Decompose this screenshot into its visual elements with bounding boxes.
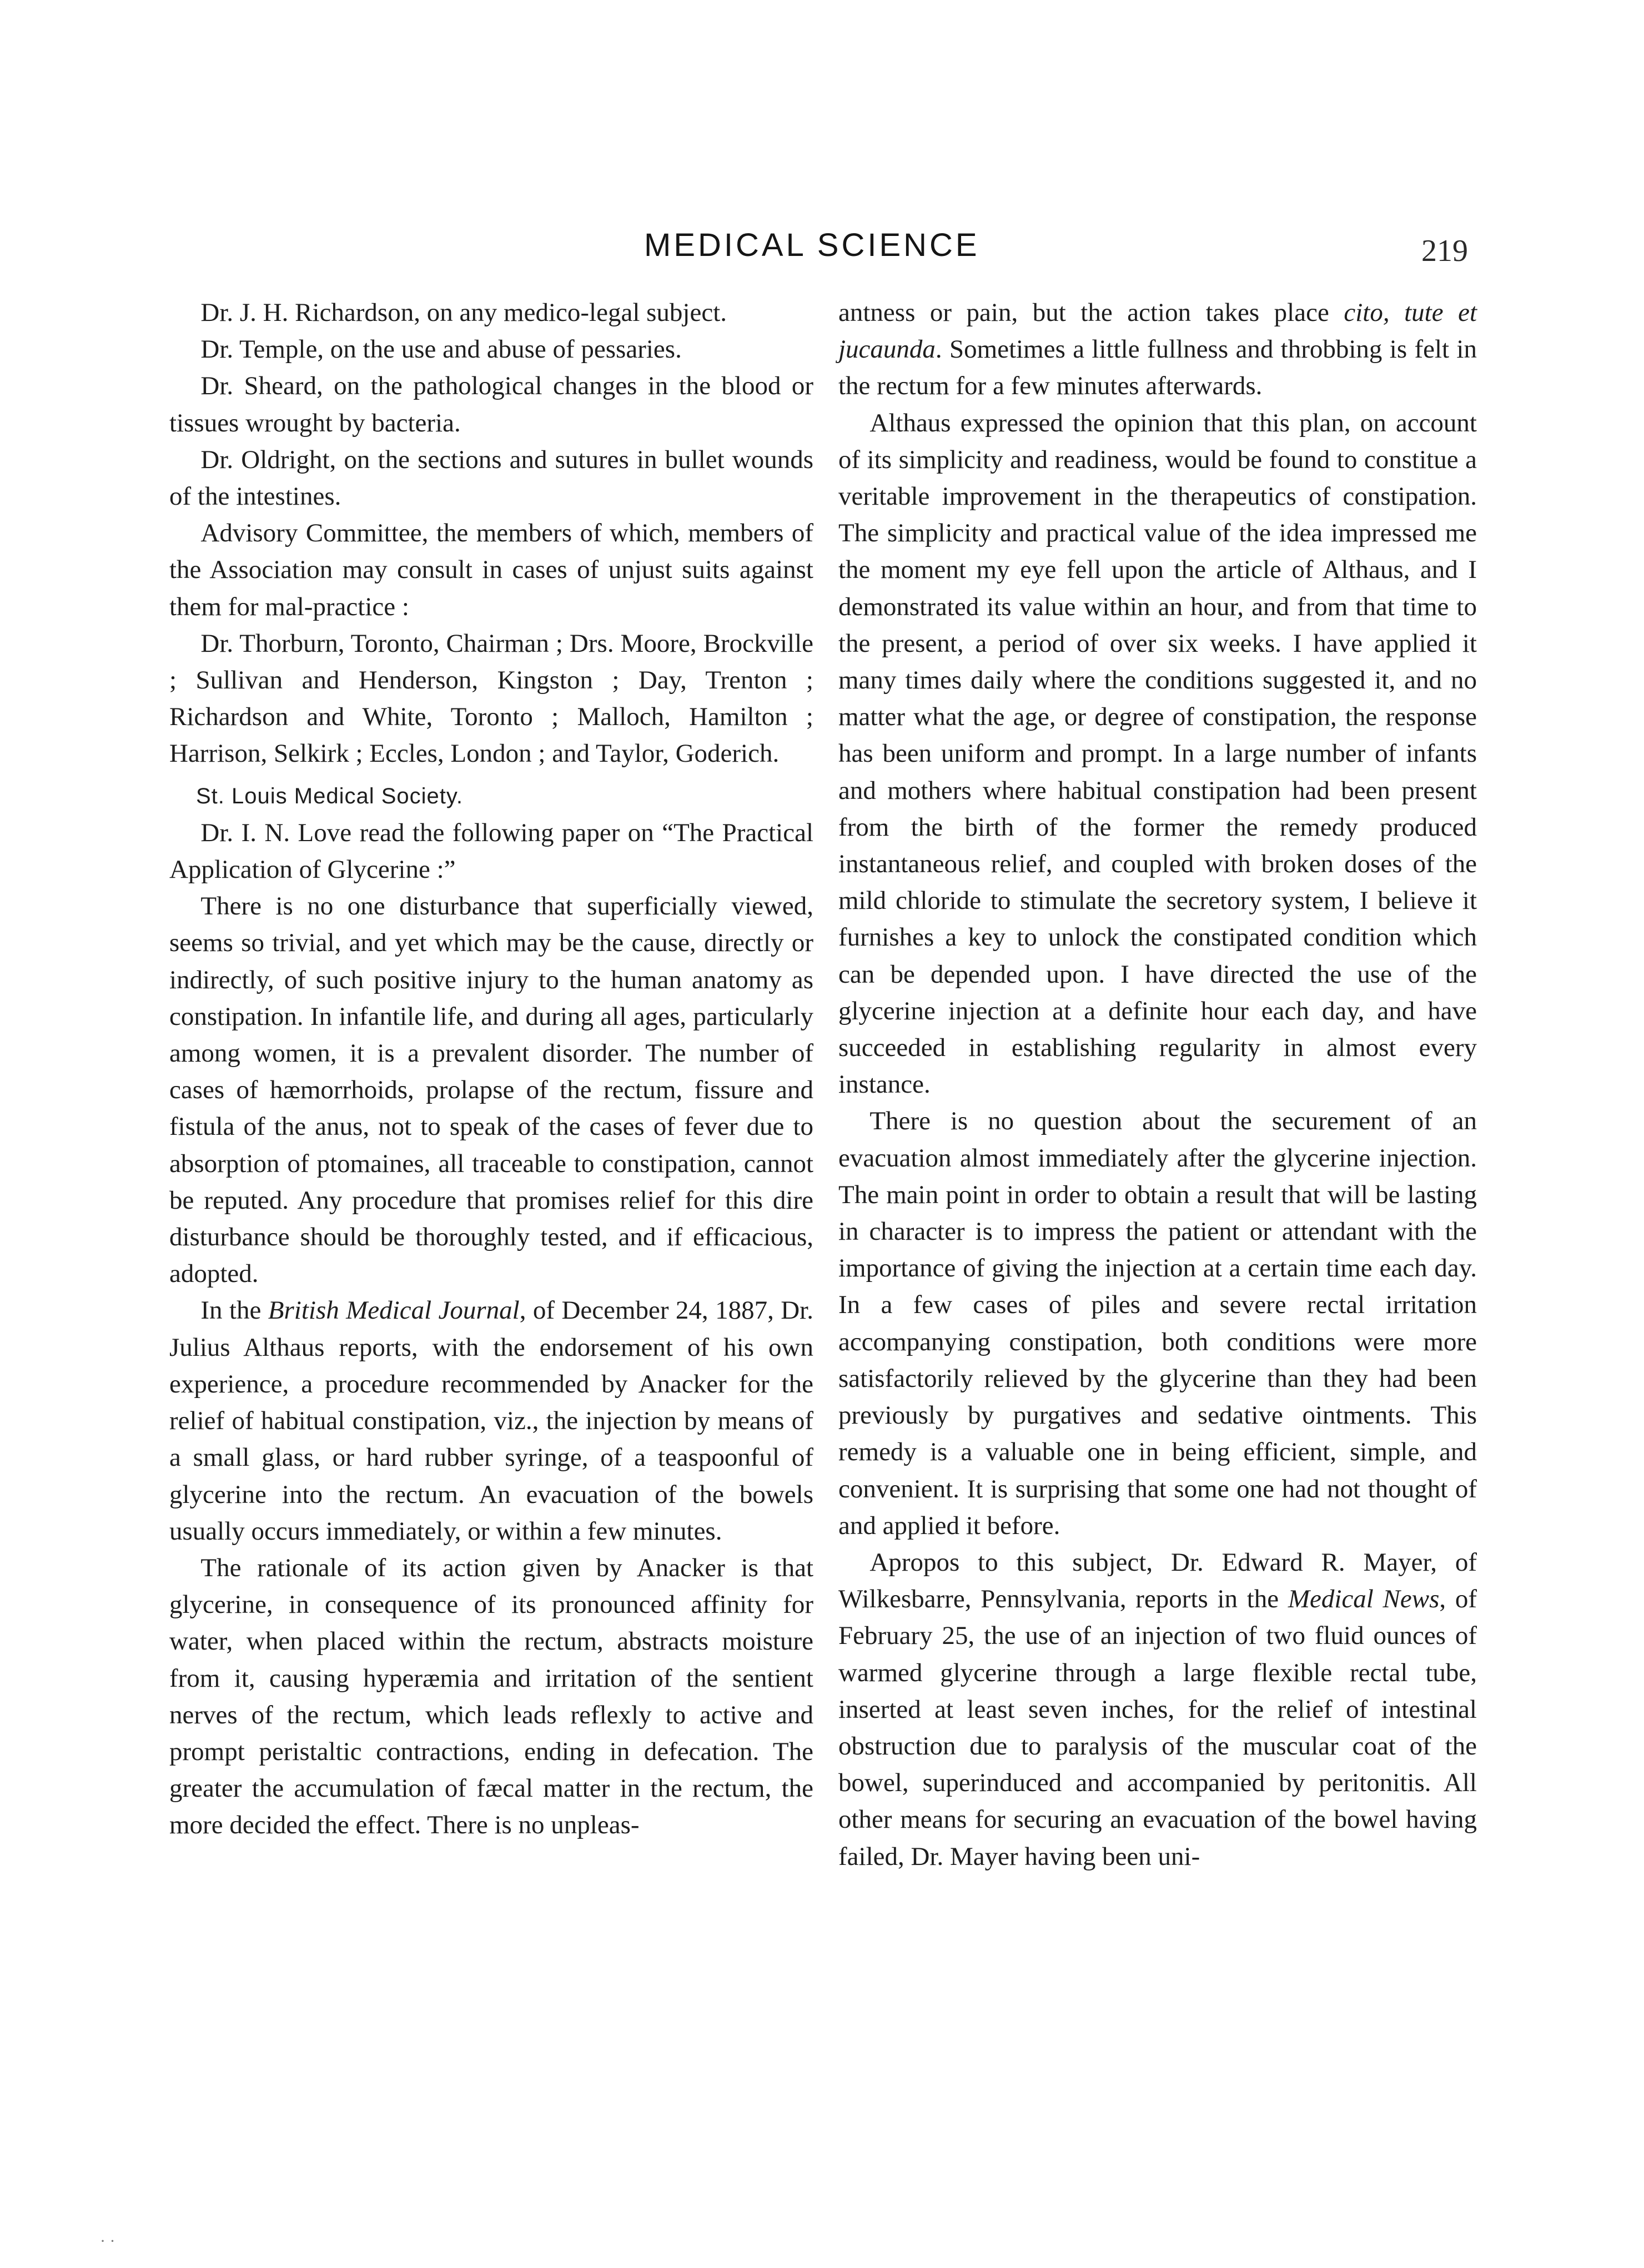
- paragraph: Dr. J. H. Richardson, on any medico-legal subject.: [200, 298, 727, 327]
- paragraph: Dr. Temple, on the use and abuse of pessaries.: [200, 335, 682, 364]
- page-header: [0, 227, 1644, 271]
- paragraph: There is no question about the securement of an evacuation almost immediately after the glycerine injection. The main point in order to obtain a result that will be lasting in character is to impress the patient or attendant with the importance of giving the injection at a certain time each day. In a few cases of piles and severe rectal irritation accompanying constipation, both conditions were more satisfactorily relieved by the glycerine than they had been previously by purgatives and sedative ointments. This remedy is a valuable one in being efficient, simple, and convenient. It is surprising that some one had not thought of and applied it before.: [838, 1107, 1477, 1540]
- paragraph: Althaus expressed the opinion that this plan, on account of its simplicity and readiness, would be found to constitue a veritable improvement in the therapeutics of constipation. The simplicity and practical value of the idea impressed me the moment my eye fell upon the article of Althaus, and I demonstrated its value within an hour, and from that time to the present, a period of over six weeks. I have applied it many times daily where the conditions suggested it, and no matter what the age, or degree of constipation, the response has been uniform and prompt. In a large number of infants and mothers where habitual constipation had been present from the birth of the former the remedy produced instantaneous relief, and coupled with broken doses of the mild chloride to stimulate the secretory system, I believe it furnishes a key to unlock the constipated condition which can be depended upon. I have directed the use of the glycerine injection at a definite hour each day, and have succeeded in establishing regularity in almost every instance.: [838, 408, 1477, 1099]
- paragraph: Advisory Committee, the members of which, members of the Association may consult in cases of unjust suits against them for mal-practice :: [169, 519, 813, 621]
- paragraph: The rationale of its action given by Anacker is that glycerine, in consequence of its pronounced affinity for water, when placed within the rectum, abstracts moisture from it, causing hyperæmia and irritation of the sentient nerves of the rectum, which leads reflexly to active and prompt peristaltic contractions, ending in defecation. The greater the accumulation of fæcal matter in the rectum, the more decided the effect. There is no unpleas-: [169, 1553, 813, 1840]
- latin-phrase: cito, tute et jucaunda: [838, 298, 1477, 364]
- page-number: 219: [1421, 234, 1468, 268]
- text-run: , of December 24, 1887, Dr. Julius Althaus reports, with the endorsement of his own experience, a procedure recommended by Anacker for the relief of habitual constipation, viz., the injection by means of a small glass, or hard rubber syringe, of a teaspoonful of glycerine into the rectum. An evacuation of the bowels usually occurs immediately, or within a few minutes.: [169, 1296, 813, 1546]
- paragraph: Dr. Sheard, on the pathological changes in the blood or tissues wrought by bacteria.: [169, 371, 813, 437]
- journal-title: Medical News: [1288, 1585, 1440, 1614]
- scan-specks: · ·: [100, 2232, 115, 2250]
- paragraph: There is no one disturbance that superficially viewed, seems so trivial, and yet which may be the cause, directly or indirectly, of such positive injury to the human anatomy as constipation. In infantile life, and during all ages, particularly among women, it is a prevalent disorder. The number of cases of hæmorrhoids, prolapse of the rectum, fissure and fistula of the anus, not to speak of the cases of fever due to absorption of ptomaines, all traceable to constipation, cannot be reputed. Any procedure that promises relief for this dire disturbance should be thoroughly tested, and if efficacious, adopted.: [169, 892, 813, 1289]
- text-run: Apropos to this subject, Dr. Edward R. Mayer, of Wilkesbarre, Pennsylvania, reports in the: [838, 1547, 1477, 1614]
- text-run: antness or pain, but the action takes place: [838, 298, 1344, 327]
- text-run: In the: [200, 1296, 268, 1325]
- left-column: [169, 294, 813, 1844]
- journal-title: British Medical Journal: [268, 1296, 520, 1325]
- paragraph: Dr. I. N. Love read the following paper on “The Practical Application of Glycerine :”: [169, 818, 813, 884]
- paragraph: [838, 1544, 1477, 1875]
- text-run: , of February 25, the use of an injection of two fluid ounces of warmed glycerine through a large flexible rectal tube, inserted at least seven inches, for the relief of intestinal obstruction due to paralysis of the muscular coat of the bowel, superinduced and accompanied by peritonitis. All other means for securing an evacuation of the bowel having failed, Dr. Mayer having been uni-: [838, 1585, 1477, 1871]
- right-column: [838, 294, 1477, 1875]
- section-heading: St. Louis Medical Society.: [196, 783, 464, 808]
- paragraph: Dr. Oldright, on the sections and sutures in bullet wounds of the intestines.: [169, 445, 813, 511]
- text-run: . Sometimes a little fullness and throbbing is felt in the rectum for a few minutes afterwards.: [838, 335, 1477, 401]
- paragraph: [169, 1292, 813, 1549]
- paragraph: [838, 294, 1477, 405]
- running-title: MEDICAL SCIENCE: [644, 227, 980, 263]
- paragraph: Dr. Thorburn, Toronto, Chairman ; Drs. Moore, Brockville ; Sullivan and Henderson, Kingston ; Day, Trenton ; Richardson and White, Toronto ; Malloch, Hamilton ; Harrison, Selkirk ; Eccles, London ; and Taylor, Goderich.: [169, 628, 813, 768]
